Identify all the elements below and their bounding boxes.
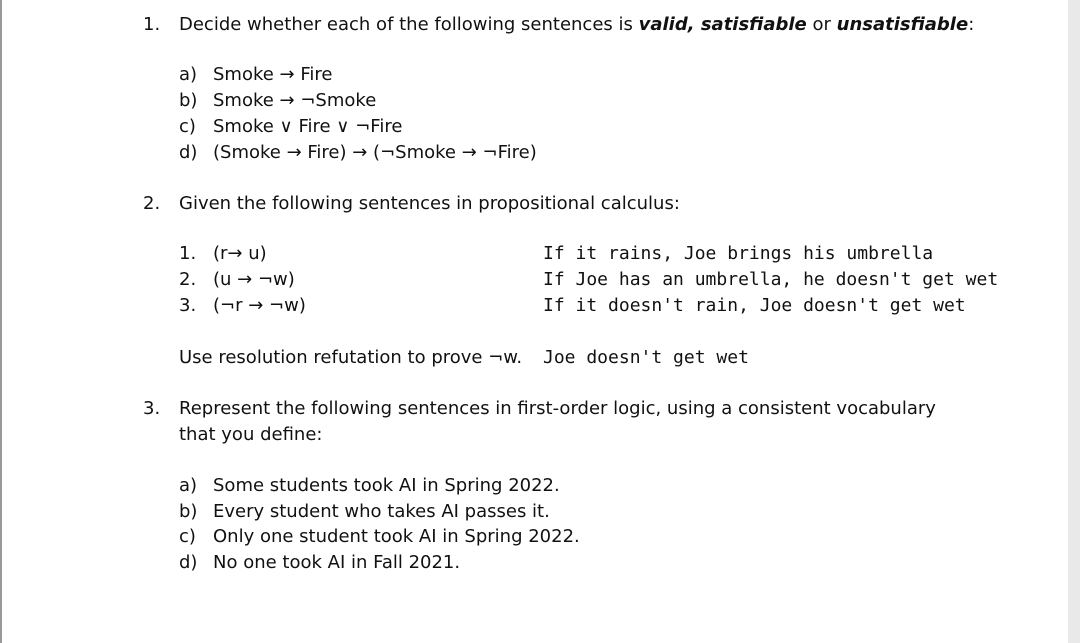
q2-number: 2. (143, 193, 161, 214)
q2-sentence-1-formula: (r→ u) (213, 243, 267, 264)
q1-term-valid: valid, (638, 14, 695, 35)
q2-sentence-3-num: 3. (179, 295, 197, 316)
q3-item-d-label: d) (179, 552, 198, 573)
q2-sentence-3-english: If it doesn't rain, Joe doesn't get wet (543, 295, 966, 316)
q1-term-unsatisfiable: unsatisfiable (836, 14, 969, 35)
q1-or: or (806, 14, 837, 35)
page-right-margin (1068, 0, 1080, 643)
q2-sentence-2-num: 2. (179, 269, 197, 290)
q3-item-a-label: a) (179, 475, 198, 496)
q1-term-satisfiable: satisfiable (694, 14, 807, 35)
q1-item-c-text: Smoke ∨ Fire ∨ ¬Fire (213, 116, 403, 137)
q3-item-c-label: c) (179, 526, 196, 547)
q1-prompt (179, 13, 974, 37)
q3-item-a-text: Some students took AI in Spring 2022. (213, 475, 560, 496)
q2-sentence-2-formula: (u → ¬w) (213, 269, 295, 290)
q2-prove-text: Use resolution refutation to prove ¬w. (179, 347, 523, 368)
q2-sentence-1-english: If it rains, Joe brings his umbrella (543, 243, 934, 264)
q3-item-b-label: b) (179, 501, 198, 522)
q2-prove-english: Joe doesn't get wet (543, 347, 749, 368)
q3-intro-line1: Represent the following sentences in first-order logic, using a consistent vocabulary (179, 398, 936, 419)
q1-item-b-text: Smoke → ¬Smoke (213, 90, 377, 111)
q1-item-a-text: Smoke → Fire (213, 64, 333, 85)
q1-colon: : (968, 14, 975, 35)
q3-item-c-text: Only one student took AI in Spring 2022. (213, 526, 580, 547)
q1-item-d-label: d) (179, 142, 198, 163)
q3-number: 3. (143, 398, 161, 419)
q2-sentence-1-num: 1. (179, 243, 197, 264)
q3-item-b-text: Every student who takes AI passes it. (213, 501, 550, 522)
q1-item-c-label: c) (179, 116, 196, 137)
q1-number: 1. (143, 14, 161, 35)
q3-item-d-text: No one took AI in Fall 2021. (213, 552, 461, 573)
q1-intro: Decide whether each of the following sentences is (179, 14, 639, 35)
q1-item-b-label: b) (179, 90, 198, 111)
q1-item-d-text: (Smoke → Fire) → (¬Smoke → ¬Fire) (213, 142, 537, 163)
page-left-border (0, 0, 2, 643)
q2-intro: Given the following sentences in propositional calculus: (179, 193, 680, 214)
q3-intro-line2: that you define: (179, 424, 323, 445)
q2-sentence-3-formula: (¬r → ¬w) (213, 295, 306, 316)
q2-sentence-2-english: If Joe has an umbrella, he doesn't get wet (543, 269, 999, 290)
q1-item-a-label: a) (179, 64, 198, 85)
